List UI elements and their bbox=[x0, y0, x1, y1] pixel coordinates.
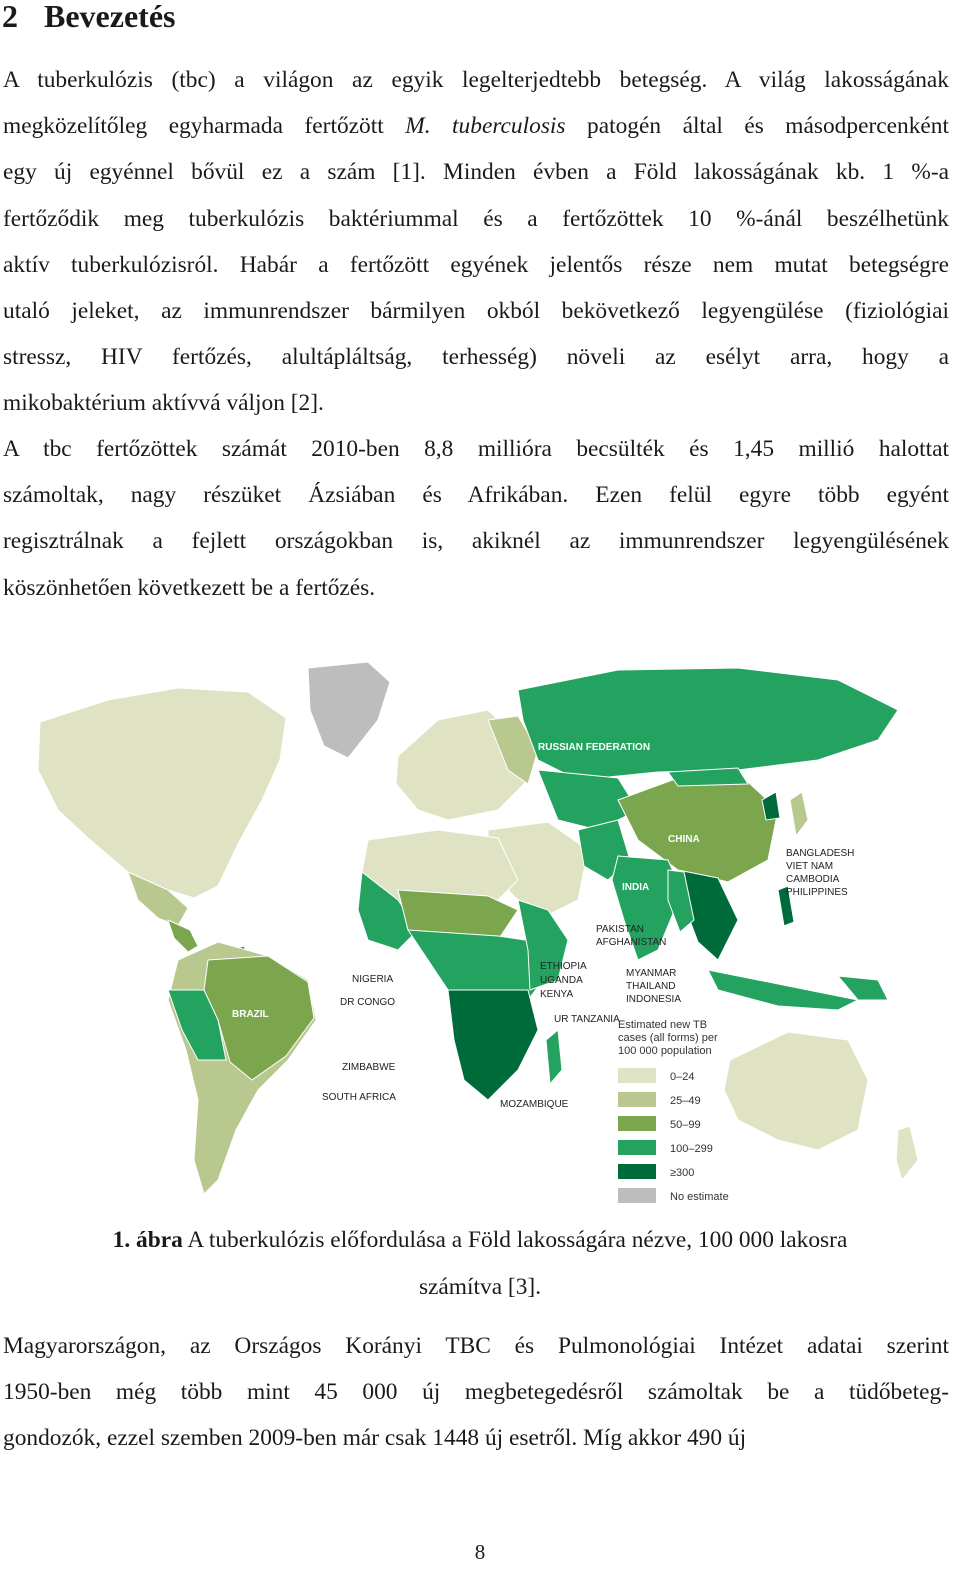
legend-title-line: 100 000 population bbox=[618, 1045, 712, 1057]
map-region-korea bbox=[762, 792, 780, 820]
map-label: PHILIPPINES bbox=[786, 887, 848, 898]
tb-incidence-map-figure bbox=[18, 660, 950, 1205]
map-label: KENYA bbox=[540, 989, 574, 1000]
text-line: gondozók, ezzel szemben 2009-ben már csak 1448 új esetről. Míg akkor 490 új bbox=[3, 1425, 747, 1452]
text-line: A tuberkulózis (tbc) a világon az egyik legelterjedtebb betegség. A világ lakosságának bbox=[3, 67, 949, 93]
text-line: utaló jeleket, az immunrendszer bármilyen okból bekövetkező legyengülése (fiziológiai bbox=[3, 298, 949, 325]
map-label: PAKISTAN bbox=[596, 924, 644, 935]
section-number: 2 bbox=[2, 0, 18, 34]
legend-swatch bbox=[618, 1068, 656, 1083]
map-legend bbox=[618, 1019, 729, 1203]
map-label-zimbabwe: ZIMBABWE bbox=[342, 1062, 396, 1073]
section-title: Bevezetés bbox=[44, 0, 176, 34]
text-line: Magyarországon, az Országos Korányi TBC és Pulmonológiai Intézet adatai szerint bbox=[3, 1333, 949, 1359]
text-line: fertőződik meg tuberkulózis baktériummal és a fertőzöttek 10 %-ánál beszélhetünk bbox=[3, 205, 949, 232]
legend-title-line: Estimated new TB bbox=[618, 1019, 708, 1031]
map-label: UGANDA bbox=[540, 975, 583, 986]
figure-caption-text: A tuberkulózis előfordulása a Föld lakosságára nézve, 100 000 lakosra bbox=[182, 1227, 848, 1253]
legend-label: 25–49 bbox=[670, 1095, 701, 1107]
map-label-south-africa: SOUTH AFRICA bbox=[322, 1092, 396, 1103]
map-label: MYANMAR bbox=[626, 968, 677, 979]
map-label-se-asia bbox=[626, 968, 681, 1005]
figure-caption-line2: számítva [3]. bbox=[418, 1273, 542, 1300]
map-region-greenland bbox=[308, 662, 390, 758]
page-number: 8 bbox=[474, 1540, 486, 1564]
map-region-russia bbox=[518, 668, 898, 780]
text-line: A tbc fertőzöttek számát 2010-ben 8,8 millióra becsülték és 1,45 millió halottat bbox=[3, 436, 949, 462]
text-line: számoltak, nagy részüket Ázsiában és Afrikában. Ezen felül egyre több egyént bbox=[3, 482, 949, 509]
map-region-southern-africa bbox=[448, 990, 538, 1100]
paragraph-statistics bbox=[3, 426, 949, 611]
map-region-madagascar bbox=[546, 1030, 562, 1084]
legend-title-line: cases (all forms) per bbox=[618, 1032, 718, 1044]
map-region-new-zealand bbox=[896, 1126, 918, 1180]
map-label: THAILAND bbox=[626, 981, 676, 992]
paragraph-hungary bbox=[3, 1323, 949, 1462]
legend-swatch bbox=[618, 1092, 656, 1107]
map-region-indonesia bbox=[708, 970, 858, 1010]
map-label-east-africa bbox=[540, 961, 587, 1000]
text-line: regisztrálnak a fejlett országokban is, akiknél az immunrendszer legyengülésének bbox=[3, 528, 949, 555]
map-region-japan bbox=[790, 792, 808, 836]
map-label-tanzania: UR TANZANIA bbox=[554, 1014, 620, 1025]
section-heading bbox=[2, 0, 175, 38]
map-region-australia bbox=[724, 1032, 868, 1150]
figure-caption-label: 1. ábra bbox=[112, 1227, 183, 1253]
paragraph-intro bbox=[3, 57, 949, 427]
text-line: stressz, HIV fertőzés, alultápláltság, terhesség) növeli az esélyt arra, hogy a bbox=[3, 344, 949, 371]
legend-swatch bbox=[618, 1140, 656, 1155]
map-label-brazil: BRAZIL bbox=[232, 1009, 269, 1020]
map-label: INDONESIA bbox=[626, 994, 682, 1005]
map-region-central-america bbox=[168, 920, 198, 952]
map-label-nigeria: NIGERIA bbox=[352, 974, 394, 985]
map-label-mozambique: MOZAMBIQUE bbox=[500, 1099, 569, 1110]
text-line: 1950-ben még több mint 45 000 új megbetegedésről számoltak be a tüdőbeteg- bbox=[3, 1379, 949, 1406]
legend-label: 100–299 bbox=[670, 1143, 713, 1155]
text-line: egy új egyénnel bővül ez a szám [1]. Minden évben a Föld lakosságának kb. 1 %-a bbox=[3, 159, 949, 186]
legend-swatch bbox=[618, 1164, 656, 1179]
world-map bbox=[18, 660, 950, 1205]
legend-label: No estimate bbox=[670, 1191, 729, 1203]
legend-swatch bbox=[618, 1188, 656, 1203]
map-label-china: CHINA bbox=[668, 834, 700, 845]
text-line: megközelítőleg egyharmada fertőzött M. tuberculosis patogén által és másodpercenként bbox=[3, 113, 949, 140]
map-region-north-america bbox=[38, 688, 286, 898]
map-label-russia: RUSSIAN FEDERATION bbox=[538, 742, 651, 753]
map-label: VIET NAM bbox=[786, 861, 834, 872]
map-label-india: INDIA bbox=[622, 882, 650, 893]
map-label-drc: DR CONGO bbox=[340, 997, 395, 1008]
text-line: mikobaktérium aktívvá váljon [2]. bbox=[3, 390, 324, 417]
legend-label: 0–24 bbox=[670, 1071, 695, 1083]
legend-swatch bbox=[618, 1116, 656, 1131]
legend-label: ≥300 bbox=[670, 1167, 695, 1179]
legend-label: 50–99 bbox=[670, 1119, 701, 1131]
map-label: CAMBODIA bbox=[786, 874, 840, 885]
map-label: AFGHANISTAN bbox=[596, 937, 667, 948]
map-label: ETHIOPIA bbox=[540, 961, 587, 972]
text-line: köszönhetően következett be a fertőzés. bbox=[3, 574, 376, 601]
map-label-asia-list bbox=[786, 848, 854, 898]
text-line: aktív tuberkulózisról. Habár a fertőzött egyének jelentős része nem mutat betegségre bbox=[3, 251, 949, 278]
map-region-png bbox=[838, 976, 888, 1000]
figure-caption bbox=[0, 1217, 960, 1310]
map-label: BANGLADESH bbox=[786, 848, 855, 859]
